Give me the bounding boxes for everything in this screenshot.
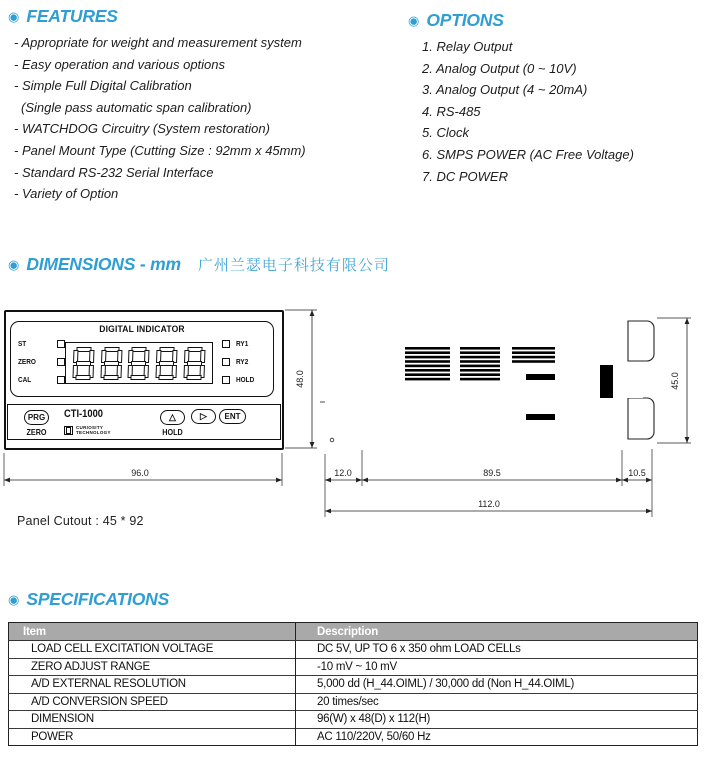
led-square-icon [57, 340, 65, 348]
front-height-dimension [285, 310, 317, 448]
indicator-row-ry1 [222, 339, 276, 349]
table-row [9, 641, 698, 659]
feature-item: - Simple Full Digital Calibration [14, 78, 192, 94]
brand-block [64, 425, 111, 435]
indicator-label-cal: CAL [18, 376, 32, 384]
option-item: 7. DC POWER [422, 168, 508, 184]
spec-item: LOAD CELL EXCITATION VOLTAGE [9, 641, 296, 659]
table-row [9, 728, 698, 746]
section-bullet-icon: ◉ [8, 592, 20, 607]
spec-desc: 96(W) x 48(D) x 112(H) [296, 711, 698, 729]
indicator-row-st [18, 339, 65, 349]
features-title: FEATURES [26, 6, 118, 26]
device-title: DIGITAL INDICATOR [99, 324, 185, 335]
spec-desc: DC 5V, UP TO 6 x 350 ohm LOAD CELLs [296, 641, 698, 659]
section-bullet-icon: ◉ [8, 257, 20, 272]
right-arrow-button: ▷ [191, 409, 216, 424]
front-view-drawing [4, 310, 284, 450]
company-name: 广州兰瑟电子科技有限公司 [197, 257, 390, 274]
front-width-dimension [4, 453, 282, 486]
seven-segment-digit [184, 347, 206, 380]
seven-segment-digit [128, 347, 150, 380]
spec-desc: -10 mV ~ 10 mV [296, 658, 698, 676]
seven-segment-display [65, 342, 213, 384]
feature-item: - Standard RS-232 Serial Interface [14, 164, 214, 180]
indicator-label-ry2: RY2 [236, 358, 249, 366]
specifications-header [8, 589, 169, 610]
svg-text:112.0: 112.0 [478, 499, 500, 509]
control-bar [7, 404, 281, 440]
dimensions-title: DIMENSIONS - mm [26, 254, 181, 274]
option-item: 4. RS-485 [422, 103, 481, 119]
seven-segment-digit [72, 347, 94, 380]
spec-item: A/D EXTERNAL RESOLUTION [9, 676, 296, 694]
option-item: 5. Clock [422, 125, 469, 141]
display-bezel [10, 321, 274, 397]
indicator-row-cal [18, 375, 65, 385]
svg-text:48.0: 48.0 [295, 370, 305, 388]
svg-text:10.5: 10.5 [628, 468, 646, 478]
side-depth-dimensions [325, 449, 652, 517]
svg-text:45.0: 45.0 [670, 372, 680, 390]
options-title: OPTIONS [426, 10, 504, 30]
dimension-drawings [0, 290, 706, 545]
seven-segment-digit [156, 347, 178, 380]
options-header [408, 10, 700, 31]
side-height-dimension [657, 318, 691, 443]
side-view-body [320, 308, 654, 452]
indicator-label-ry1: RY1 [236, 340, 249, 348]
table-row [9, 693, 698, 711]
column-header-description: Description [296, 623, 698, 641]
led-square-icon [222, 376, 230, 384]
indicator-row-ry2 [222, 357, 276, 367]
led-square-icon [57, 358, 65, 366]
brand-name: CURIOSITY TECHNOLOGY [76, 425, 111, 436]
specifications-title: SPECIFICATIONS [26, 589, 170, 609]
led-square-icon [57, 376, 65, 384]
spec-desc: AC 110/220V, 50/60 Hz [296, 728, 698, 746]
spec-desc: 5,000 dd (H_44.OIML) / 30,000 dd (Non H_44.OIML) [296, 676, 698, 694]
led-square-icon [222, 340, 230, 348]
panel-cutout-note: Panel Cutout : 45 * 92 [17, 514, 144, 528]
options-section [408, 10, 700, 187]
dimensions-header [8, 254, 390, 275]
option-item: 3. Analog Output (4 ~ 20mA) [422, 82, 588, 98]
option-item: 2. Analog Output (0 ~ 10V) [422, 60, 577, 76]
section-bullet-icon: ◉ [8, 9, 20, 24]
spec-item: ZERO ADJUST RANGE [9, 658, 296, 676]
table-row [9, 711, 698, 729]
indicator-label-zero: ZERO [18, 358, 36, 366]
option-item: 6. SMPS POWER (AC Free Voltage) [422, 146, 634, 162]
spec-header-row [9, 623, 698, 641]
feature-item: - Appropriate for weight and measurement system [14, 35, 302, 50]
model-number: CTI-1000 [64, 408, 103, 420]
prg-button: PRG [24, 410, 49, 425]
indicator-label-hold: HOLD [236, 376, 255, 384]
svg-text:89.5: 89.5 [483, 468, 501, 478]
feature-item: - Panel Mount Type (Cutting Size : 92mm x 45mm) [14, 142, 306, 158]
table-row [9, 658, 698, 676]
led-square-icon [222, 358, 230, 366]
spec-item: DIMENSION [9, 711, 296, 729]
feature-item: - WATCHDOG Circuitry (System restoration) [14, 121, 270, 137]
indicator-label-st: ST [18, 340, 27, 348]
svg-text:12.0: 12.0 [334, 468, 352, 478]
feature-item: (Single pass automatic span calibration) [21, 99, 252, 115]
brand-logo-icon [64, 426, 73, 435]
table-row [9, 676, 698, 694]
spec-item: POWER [9, 728, 296, 746]
ent-button: ENT [219, 409, 246, 424]
indicator-row-hold [222, 375, 276, 385]
spec-desc: 20 times/sec [296, 693, 698, 711]
section-bullet-icon: ◉ [408, 13, 420, 28]
features-header [8, 6, 380, 27]
rear-tab-bottom [628, 398, 654, 439]
rear-tab-top [628, 321, 654, 361]
up-arrow-button: △ [160, 410, 185, 425]
option-item: 1. Relay Output [422, 39, 513, 54]
column-header-item: Item [9, 623, 296, 641]
zero-label: ZERO [26, 427, 47, 437]
seven-segment-digit [100, 347, 122, 380]
feature-item: - Variety of Option [14, 186, 119, 202]
features-list [8, 32, 380, 205]
feature-item: - Easy operation and various options [14, 56, 226, 72]
spec-item: A/D CONVERSION SPEED [9, 693, 296, 711]
rear-connector [600, 365, 613, 398]
options-list [408, 36, 700, 187]
hold-label: HOLD [162, 427, 183, 437]
rear-block [621, 365, 643, 398]
svg-text:96.0: 96.0 [131, 468, 149, 478]
indicator-row-zero [18, 357, 65, 367]
specifications-table [8, 622, 698, 746]
features-section [8, 6, 380, 205]
